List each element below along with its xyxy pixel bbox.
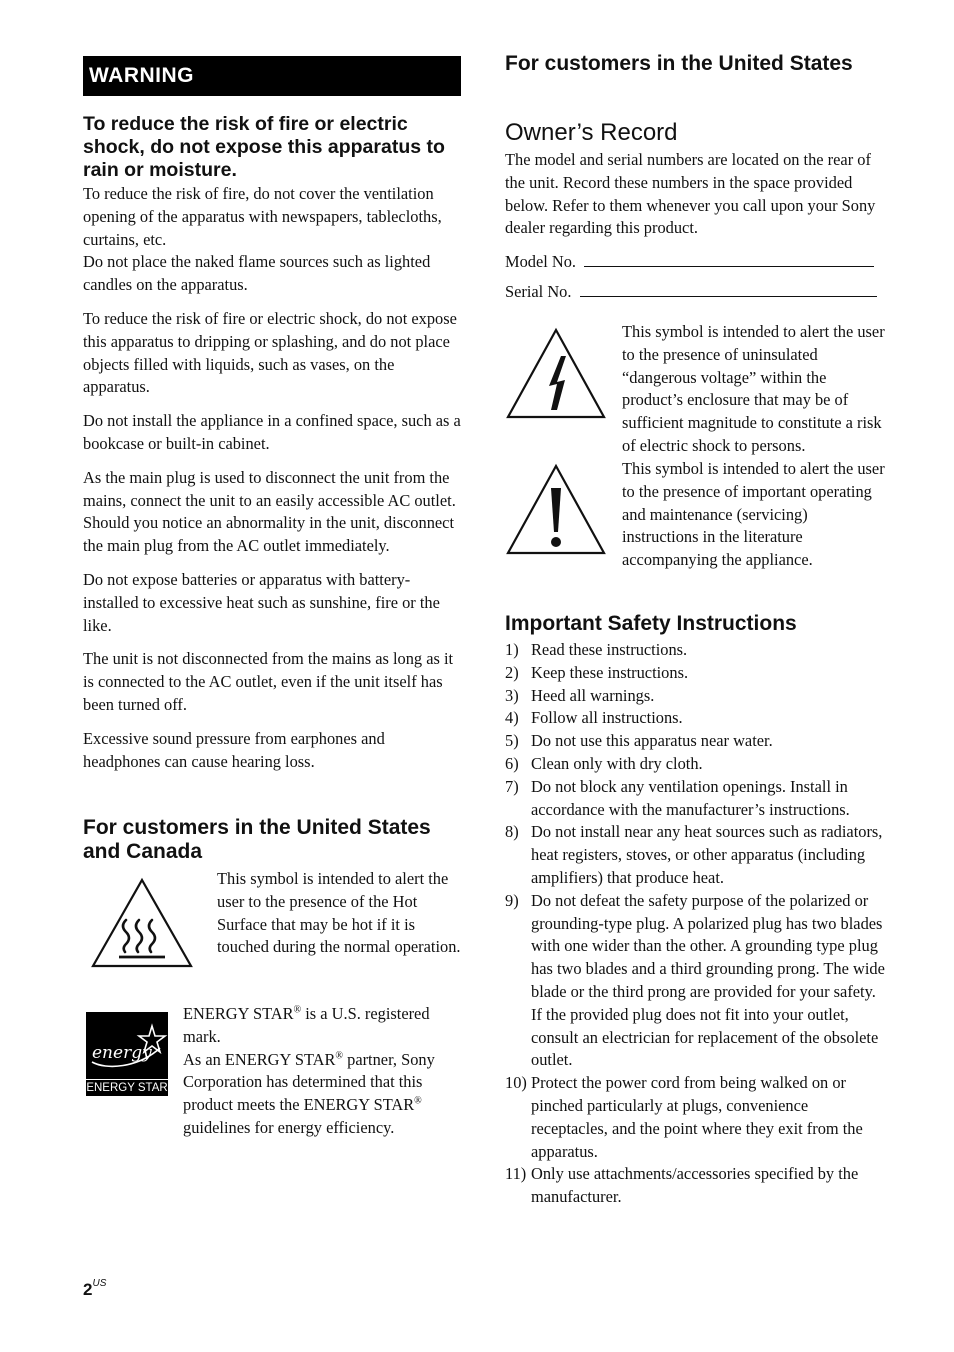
list-item-text: Clean only with dry cloth.: [531, 753, 703, 773]
energy-star-logo: [86, 1012, 168, 1096]
list-item-number: 7): [505, 776, 519, 796]
energy-star-text: [183, 1003, 461, 1140]
list-item-number: 1): [505, 640, 519, 659]
warning-p5: Do not expose batteries or apparatus with battery-installed to excessive heat such as sunshine, fire or the like.: [83, 569, 440, 635]
list-item-number: 2): [505, 662, 519, 682]
warning-p6: The unit is not disconnected from the mains as long as it is connected to the AC outlet, even if the unit itself has been turned off.: [83, 649, 454, 714]
warning-title: WARNING: [83, 56, 461, 96]
safety-heading: Important Safety Instructions: [505, 612, 797, 635]
list-item-text: Protect the power cord from being walked on or pinched particularly at plugs, convenience receptacles, and the point where they exit from the apparatus.: [531, 1073, 863, 1161]
energy-star-line1: ENERGY STAR® is a U.S. registered mark.: [183, 1004, 430, 1046]
energy-logo-label: ENERGY STAR: [86, 1079, 168, 1096]
energy-star-icon: [86, 1012, 168, 1080]
model-no-line: [584, 266, 874, 267]
warning-p2: To reduce the risk of fire or electric shock, do not expose this apparatus to dripping or splashing, and do not place objects filled with liquids, such as vases, on the apparatus.: [83, 308, 457, 397]
list-item-number: 11): [505, 1164, 527, 1184]
list-item-text: Only use attachments/accessories specified by the manufacturer.: [531, 1164, 859, 1207]
list-item-text: Read these instructions.: [531, 640, 688, 659]
list-item-text: Heed all warnings.: [531, 685, 655, 705]
energy-logo-word: energy: [92, 1043, 152, 1063]
list-item-number: 8): [505, 822, 519, 842]
model-no-field[interactable]: [505, 251, 881, 274]
voltage-text: This symbol is intended to alert the user to the presence of uninsulated “dangerous voltage” within the product’s enclosure that may be of sufficient magnitude to constitute a risk of electric shock to persons.: [622, 322, 885, 455]
owners-record-title: Owner’s Record: [505, 119, 678, 146]
list-item: [505, 821, 885, 889]
list-item: [505, 1072, 885, 1163]
list-item: [505, 639, 885, 662]
warning-p1b: Do not place the naked flame sources such as lighted candles on the apparatus.: [83, 252, 431, 295]
safety-instructions-list: [505, 639, 885, 1209]
warning-p1: To reduce the risk of fire, do not cover the ventilation opening of the apparatus with newspapers, tablecloths, curtains, etc.: [83, 184, 442, 249]
exclamation-text: This symbol is intended to alert the user to the presence of important operating and maintenance (servicing) instructions in the literature accompanying the appliance.: [622, 459, 885, 570]
list-item-text: Do not defeat the safety purpose of the polarized or grounding-type plug. A polarized plug has two blades with one wider than the other. A grounding type plug has two blades and a third grounding prong. The wide blade or the third prong are provided for your safety. If the provided plug does not fit into your outlet, consult an electrician for replacement of the obsolete outlet.: [531, 890, 885, 1070]
warning-intro: To reduce the risk of fire or electric shock, do not expose this apparatus to rain or moisture.: [83, 113, 445, 181]
us-canada-heading: For customers in the United States and Canada: [83, 816, 431, 863]
list-item-text: Follow all instructions.: [531, 708, 683, 728]
list-item: [505, 1163, 885, 1209]
list-item-number: 10): [505, 1073, 527, 1093]
exclamation-warning-icon: [505, 462, 607, 556]
list-item: [505, 890, 885, 1072]
warning-body: [83, 183, 461, 773]
serial-no-line: [580, 296, 877, 297]
model-no-label: Model No.: [505, 252, 577, 271]
list-item-number: 5): [505, 731, 519, 751]
list-item: [505, 776, 885, 822]
list-item-number: 6): [505, 753, 519, 773]
list-item-text: Do not block any ventilation openings. Install in accordance with the manufacturer’s instructions.: [531, 776, 850, 819]
list-item: [505, 707, 885, 730]
list-item: [505, 662, 885, 685]
energy-star-line2: As an ENERGY STAR® partner, Sony Corporation has determined that this product meets the ENERGY STAR® guidelines for energy efficiency.: [183, 1049, 435, 1137]
list-item: [505, 685, 885, 708]
page-number: $2^{US}$: [83, 1278, 107, 1299]
hot-surface-text: This symbol is intended to alert the user to the presence of the Hot Surface that may be hot if it is touched during the normal operation.: [217, 869, 461, 957]
warning-p3: Do not install the appliance in a confined space, such as a bookcase or built-in cabinet.: [83, 411, 461, 453]
list-item-number: 4): [505, 708, 519, 728]
warning-p7: Excessive sound pressure from earphones and headphones can cause hearing loss.: [83, 728, 385, 771]
hot-surface-icon: [89, 876, 195, 970]
list-item-text: Do not use this apparatus near water.: [531, 731, 773, 751]
list-item-text: Keep these instructions.: [531, 662, 689, 682]
list-item-text: Do not install near any heat sources such as radiators, heat registers, stoves, or other apparatus (including amplifiers) that produce heat.: [531, 822, 883, 887]
us-heading: For customers in the United States: [505, 52, 853, 75]
list-item-number: 3): [505, 685, 519, 705]
list-item: [505, 730, 885, 753]
list-item: [505, 753, 885, 776]
serial-no-field[interactable]: [505, 281, 881, 304]
serial-no-label: Serial No.: [505, 282, 572, 301]
owners-record-text: The model and serial numbers are located on the rear of the unit. Record these numbers in the space provided below. Refer to them whenever you call upon your Sony dealer regarding this product.: [505, 150, 876, 238]
list-item-number: 9): [505, 890, 519, 910]
dangerous-voltage-icon: [505, 326, 607, 420]
warning-p4: As the main plug is used to disconnect the unit from the mains, connect the unit to an easily accessible AC outlet. Should you notice an abnormality in the unit, disconnect the main plug from the AC outlet immediately.: [83, 467, 456, 556]
